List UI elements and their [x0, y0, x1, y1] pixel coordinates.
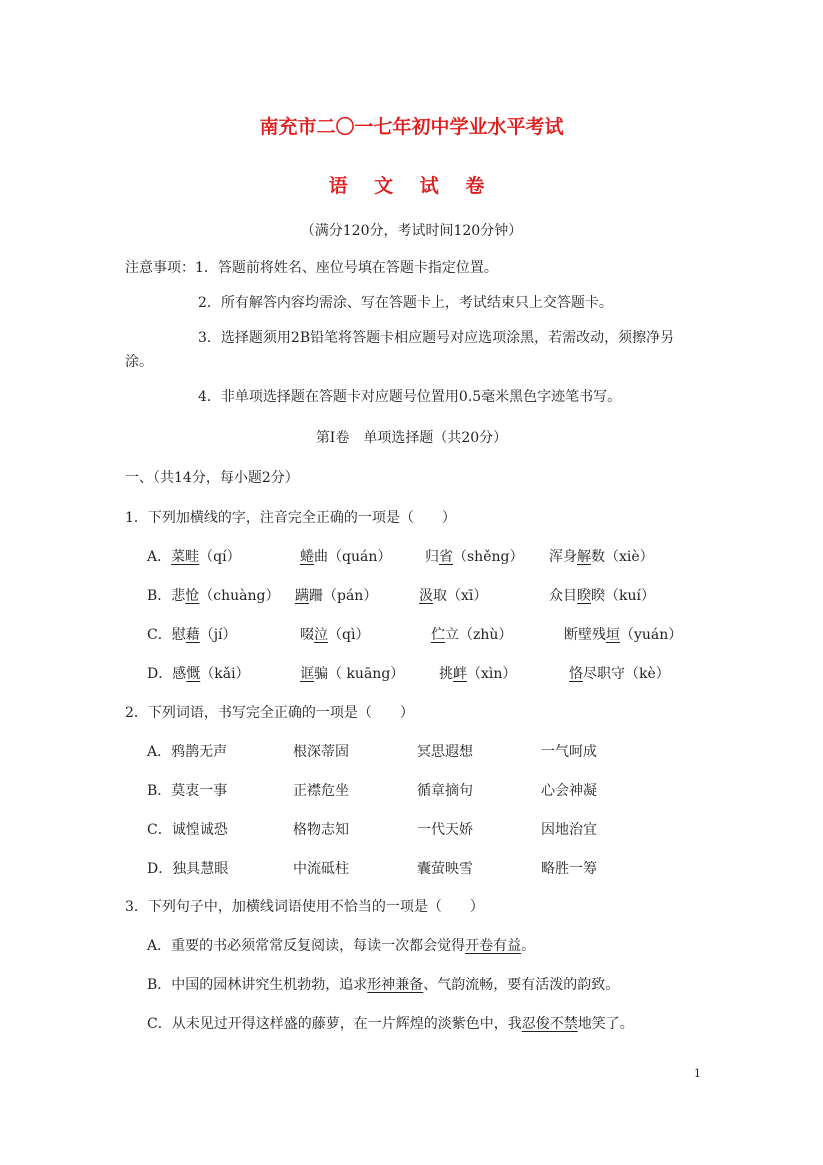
q1-option-d-item-4 [569, 663, 670, 683]
q1-option-b [147, 585, 280, 605]
underlined-word: 怆 [185, 588, 200, 604]
plain-text: 众目 [549, 588, 577, 604]
q1-option-a-item-4 [549, 546, 654, 566]
pinyin: 骗（ kuāng） [314, 666, 405, 682]
note-3-continued: 涂。 [125, 354, 153, 370]
section-title: 第Ⅰ卷 单项选择题（共20分） [315, 430, 508, 446]
underlined-word: 伫 [431, 627, 445, 643]
q2-option-b-word-4: 心会神凝 [541, 783, 597, 799]
underlined-word: 垣 [606, 627, 620, 643]
pinyin: （shěng） [453, 549, 524, 565]
q2-option-c: C．诚惶诚恐 [147, 822, 228, 838]
plain-text: 慰 [171, 627, 186, 643]
pinyin: （qí） [199, 549, 241, 565]
plain-text: 浑身 [549, 549, 577, 565]
note-1: 注意事项：1．答题前将姓名、座位号填在答题卡指定位置。 [125, 260, 498, 276]
underlined-word: 省 [439, 549, 453, 565]
note-2: 2．所有解答内容均需涂、写在答题卡上，考试结束只上交答题卡。 [198, 295, 613, 311]
underlined-word: 衅 [453, 666, 467, 682]
underlined-word: 解 [577, 549, 591, 565]
q2-option-d-word-2: 中流砥柱 [293, 861, 349, 877]
q1-option-d-item-3 [439, 663, 516, 683]
plain-text: C．从未见过开得这样盛的藤萝，在一片辉煌的淡紫色中，我 [147, 1016, 522, 1032]
q2-option-b-word-3: 循章摘句 [417, 783, 473, 799]
underlined-word: 泣 [314, 627, 328, 643]
q1-option-b-item-4 [549, 585, 655, 605]
pinyin: （qì） [328, 627, 370, 643]
q1-option-a [147, 546, 241, 566]
underlined-word: 汲 [419, 588, 433, 604]
q2-option-a-word-3: 冥思遐想 [417, 744, 473, 760]
underlined-phrase: 忍俊不禁 [521, 1016, 578, 1032]
pinyin: 立（zhù） [445, 627, 513, 643]
q1-option-c-item-3 [431, 624, 512, 644]
underlined-word: 蹒 [295, 588, 309, 604]
page-number: 1 [694, 1067, 701, 1080]
pinyin: （jí） [199, 627, 237, 643]
underlined-word: 诓 [300, 666, 314, 682]
q2-option-a-word-2: 根深蒂固 [293, 744, 349, 760]
plain-text: 归 [425, 549, 439, 565]
q1-option-b-item-2 [295, 585, 377, 605]
underlined-word: 菜畦 [171, 549, 200, 565]
plain-text: 感 [172, 666, 187, 682]
plain-text: 挑 [439, 666, 453, 682]
underlined-phrase: 开卷有益 [465, 938, 522, 954]
q1-option-d [147, 663, 250, 683]
note-4: 4．非单项选择题在答题卡对应题号位置用0.5毫米黑色字迹笔书写。 [198, 389, 622, 405]
option-label: B． [147, 588, 172, 604]
pinyin: 数（xiè） [591, 549, 654, 565]
plain-text: 、气韵流畅，要有活泼的韵致。 [423, 977, 620, 993]
q3-option-a [147, 935, 535, 955]
underlined-word: 恪 [569, 666, 583, 682]
q1-option-d-item-2 [300, 663, 404, 683]
q2-option-a: A．鸦鹊无声 [147, 744, 228, 760]
pinyin: 睽（kuí） [591, 588, 655, 604]
q2-option-b-word-2: 正襟危坐 [293, 783, 349, 799]
q1-option-c-item-2 [300, 624, 369, 644]
q1-option-a-item-2 [300, 546, 391, 566]
pinyin: （xìn） [467, 666, 517, 682]
pinyin: （chuàng） [199, 588, 280, 604]
paper-title: 语 文 试 卷 [328, 175, 495, 197]
plain-text: 断壁残 [564, 627, 606, 643]
underlined-word: 藉 [185, 627, 200, 643]
q2-option-a-word-4: 一气呵成 [541, 744, 597, 760]
plain-text: 啜 [300, 627, 314, 643]
q2-option-c-word-4: 因地治宜 [541, 822, 597, 838]
q1-option-a-item-3 [425, 546, 523, 566]
underlined-word: 慨 [186, 666, 201, 682]
exam-meta: （满分120分，考试时间120分钟） [300, 223, 523, 239]
q2-option-d-word-4: 略胜一筹 [541, 861, 597, 877]
q3-option-c [147, 1013, 634, 1033]
pinyin: 曲（quán） [314, 549, 392, 565]
q2-option-c-word-2: 格物志知 [293, 822, 349, 838]
note-3: 3．选择题须用2B铅笔将答题卡相应题号对应选项涂黑，若需改动，须擦净另 [198, 330, 675, 346]
option-label: D． [147, 666, 173, 682]
underlined-word: 蜷 [300, 549, 314, 565]
q2-option-d: D．独具慧眼 [147, 861, 229, 877]
plain-text: B．中国的园林讲究生机勃勃，追求 [147, 977, 368, 993]
question-1-stem: 1．下列加横线的字，注音完全正确的一项是（ ） [125, 510, 456, 526]
q2-option-b: B．莫衷一事 [147, 783, 228, 799]
underlined-phrase: 形神兼备 [367, 977, 424, 993]
pinyin: 尽职守（kè） [583, 666, 670, 682]
pinyin: 跚（pán） [309, 588, 378, 604]
q2-option-d-word-3: 囊萤映雪 [417, 861, 473, 877]
q3-option-b [147, 974, 619, 994]
part-one-heading: 一、（共14分，每小题2分） [125, 470, 299, 486]
plain-text: 。 [521, 938, 536, 954]
exam-title: 南充市二〇一七年初中学业水平考试 [259, 116, 564, 138]
q1-option-c-item-4 [564, 624, 682, 644]
plain-text: 悲 [171, 588, 186, 604]
pinyin: 取（xī） [433, 588, 488, 604]
plain-text: 地笑了。 [577, 1016, 634, 1032]
option-label: C． [147, 627, 172, 643]
q2-option-c-word-3: 一代天娇 [417, 822, 473, 838]
q1-option-c [147, 624, 237, 644]
q1-option-b-item-3 [419, 585, 487, 605]
option-label: A． [147, 549, 172, 565]
question-3-stem: 3．下列句子中，加横线词语使用不恰当的一项是（ ） [125, 899, 484, 915]
underlined-word: 睽 [577, 588, 591, 604]
plain-text: A．重要的书必须常常反复阅读，每读一次都会觉得 [147, 938, 466, 954]
question-2-stem: 2．下列词语，书写完全正确的一项是（ ） [125, 705, 414, 721]
pinyin: （yuán） [620, 627, 683, 643]
pinyin: （kǎi） [200, 666, 250, 682]
